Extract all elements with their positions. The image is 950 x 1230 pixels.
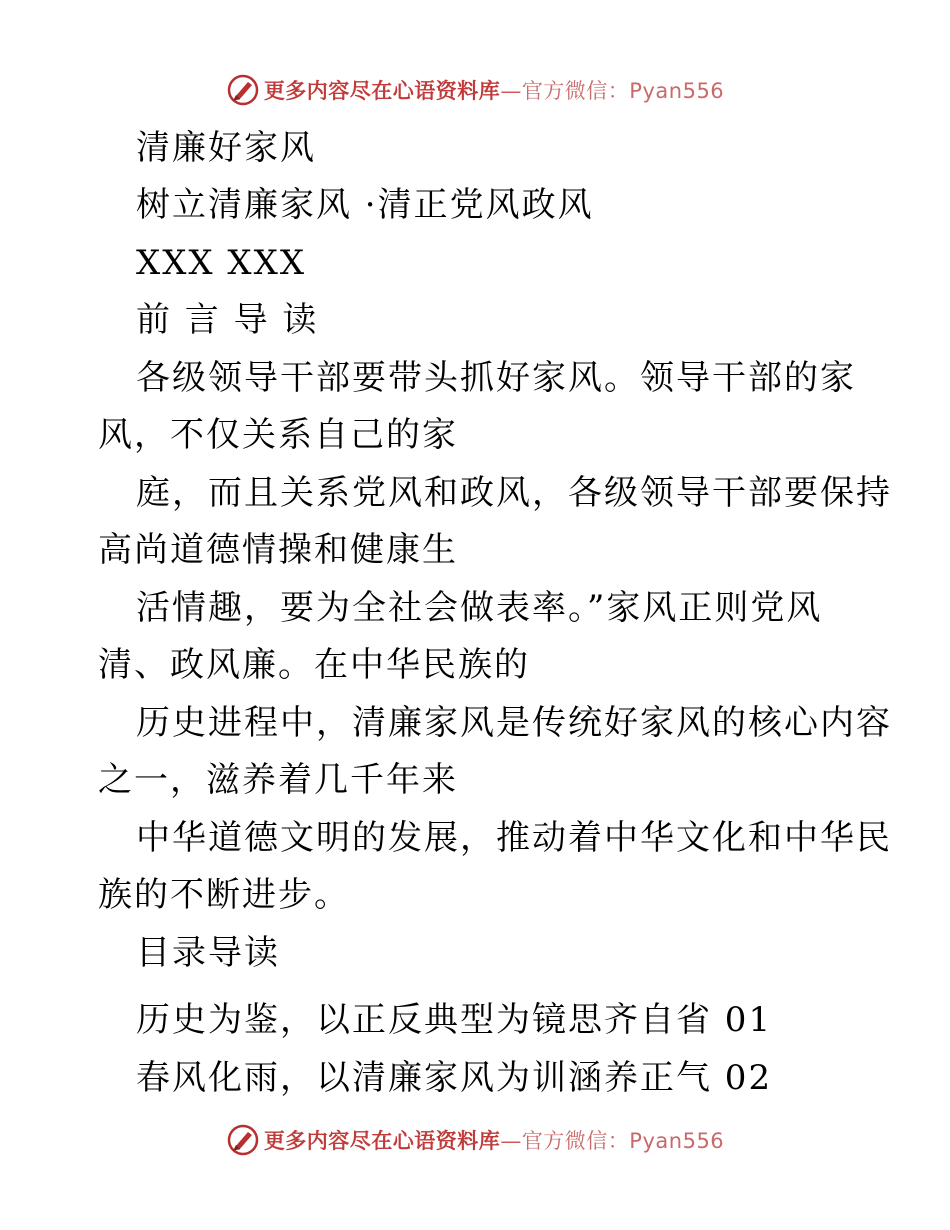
- paragraph-line: 庭，而且关系党风和政风，各级领导干部要保持: [136, 473, 892, 513]
- paragraph-line: 中华道德文明的发展，推动着中华文化和中华民: [136, 818, 892, 858]
- paragraph-line: 高尚道德情操和健康生: [98, 530, 458, 570]
- doc-title: 清廉好家风: [136, 128, 316, 168]
- pen-logo-icon: [226, 73, 260, 107]
- toc-heading: 目录导读: [136, 933, 280, 973]
- preface-heading: 前 言 导 读: [136, 300, 319, 340]
- paragraph-line: 历史进程中，清廉家风是传统好家风的核心内容: [136, 703, 892, 743]
- paragraph-line: 各级领导干部要带头抓好家风。领导干部的家: [136, 358, 856, 398]
- paragraph-line: 清、政风廉。在中华民族的: [98, 645, 530, 685]
- footer-banner: [0, 1120, 950, 1160]
- paragraph-line: 风，不仅关系自己的家: [98, 415, 458, 455]
- doc-author: XXX XXX: [136, 243, 307, 283]
- footer-banner-text: 更多内容尽在心语资料库—官方微信：Pyan556: [263, 1129, 725, 1153]
- toc-item: 春风化雨，以清廉家风为训涵养正气 02: [136, 1058, 773, 1098]
- header-banner: [0, 70, 950, 110]
- header-banner-text: 更多内容尽在心语资料库—官方微信：Pyan556: [263, 79, 725, 103]
- doc-subtitle: 树立清廉家风 ·清正党风政风: [136, 185, 594, 225]
- pen-logo-icon: [226, 1123, 260, 1157]
- toc-item: 历史为鉴，以正反典型为镜思齐自省 01: [136, 1000, 773, 1040]
- paragraph-line: 之一，滋养着几千年来: [98, 760, 458, 800]
- paragraph-line: 族的不断进步。: [98, 875, 350, 915]
- paragraph-line: 活情趣，要为全社会做表率。”家风正则党风: [136, 588, 823, 628]
